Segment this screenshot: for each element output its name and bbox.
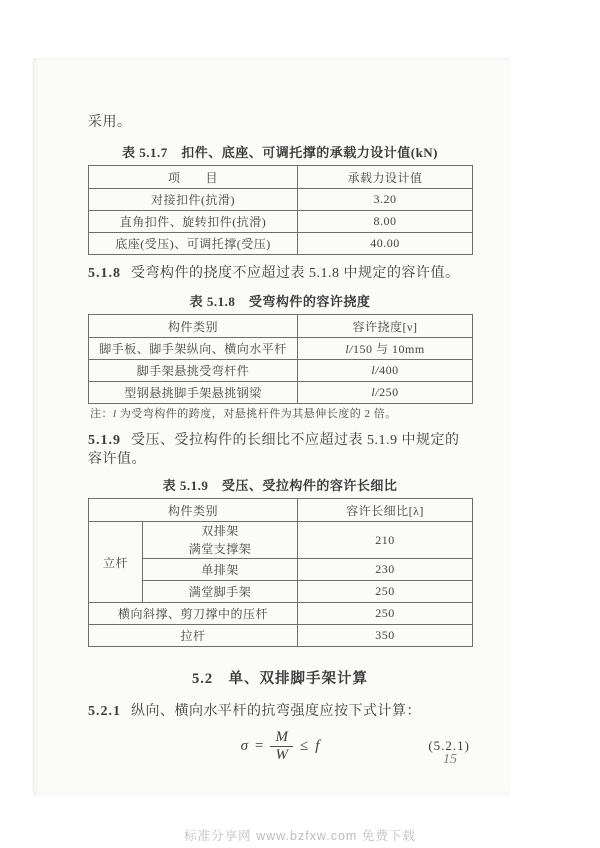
- column-header-item: 项 目: [89, 166, 298, 189]
- numerator: M: [275, 729, 288, 745]
- table-row: [89, 559, 473, 581]
- note-symbol: l: [113, 408, 117, 420]
- table-cell-value: l/150 与 10mm: [298, 338, 473, 360]
- table-cell-value: 250: [298, 603, 473, 625]
- table-5-1-7-title: 表 5.1.7 扣件、底座、可调托撑的承载力设计值(kN): [121, 145, 439, 160]
- table-cell-value: 250: [298, 581, 473, 603]
- equals-sign: =: [255, 738, 264, 754]
- document-page: [33, 58, 510, 794]
- formula-5-2-1-row: [88, 729, 472, 765]
- formula-expression: [88, 729, 472, 764]
- page-content: [88, 58, 472, 765]
- clause-number: 5.1.8: [88, 266, 121, 281]
- column-header-category: 构件类别: [89, 315, 298, 338]
- table-row: [89, 382, 473, 404]
- column-header-category: 构件类别: [89, 499, 298, 522]
- table-cell-value: 3.20: [298, 189, 473, 211]
- clause-text: 受压、受拉构件的长细比不应超过表 5.1.9 中规定的容许值。: [88, 433, 460, 467]
- table-5-1-9-title: 表 5.1.9 受压、受拉构件的容许长细比: [162, 478, 398, 493]
- table-row: [89, 338, 473, 360]
- table-row: [89, 625, 473, 647]
- table-cell-label: 双排架 满堂支撑架: [143, 522, 298, 559]
- column-header-value: 承载力设计值: [298, 166, 473, 189]
- table-cell-value: 210: [298, 522, 473, 559]
- intro-paragraph: 采用。: [88, 115, 132, 130]
- table-5-1-7: [88, 165, 473, 255]
- clause-text: 纵向、横向水平杆的抗弯强度应按下式计算：: [131, 704, 421, 719]
- denominator: W: [270, 746, 293, 764]
- table-cell-label: 单排架: [143, 559, 298, 581]
- table-header-row: [89, 499, 473, 522]
- column-header-value: 容许挠度[ν]: [298, 315, 473, 338]
- table-header-row: [89, 166, 473, 189]
- table-5-1-8-title: 表 5.1.8 受弯构件的容许挠度: [189, 294, 371, 309]
- table-cell-label: 横向斜撑、剪刀撑中的压杆: [89, 603, 298, 625]
- table-cell-value: l/400: [298, 360, 473, 382]
- table-5-1-8-note: 注：l 为受弯构件的跨度，对悬挑杆件为其悬伸长度的 2 倍。: [90, 408, 397, 420]
- fraction-m-over-w: [270, 729, 293, 764]
- table-cell-label: 脚手板、脚手架纵向、横向水平杆: [89, 338, 298, 360]
- table-cell-value: l/250: [298, 382, 473, 404]
- table-cell-value: 40.00: [298, 233, 473, 255]
- table-row: [89, 189, 473, 211]
- clause-5-1-9: [88, 431, 472, 469]
- table-row: [89, 581, 473, 603]
- table-row: [89, 360, 473, 382]
- clause-number: 5.1.9: [88, 433, 121, 448]
- table-cell-label: 满堂脚手架: [143, 581, 298, 603]
- table-row: [89, 211, 473, 233]
- table-5-1-9: [88, 498, 473, 647]
- section-5-2-heading: 5.2 单、双排脚手架计算: [191, 671, 369, 687]
- leq-sign: ≤: [299, 738, 309, 754]
- page-number: 15: [443, 752, 457, 767]
- table-cell-value: 8.00: [298, 211, 473, 233]
- clause-5-1-8: [88, 264, 472, 283]
- table-row: [89, 522, 473, 559]
- watermark-text: 标准分享网 www.bzfxw.com 免费下载: [184, 829, 416, 843]
- clause-number: 5.2.1: [88, 704, 121, 719]
- group-label-cell: 立杆: [89, 522, 143, 603]
- table-cell-label: 脚手架悬挑受弯杆件: [89, 360, 298, 382]
- table-cell-value: 350: [298, 625, 473, 647]
- clause-text: 受弯构件的挠度不应超过表 5.1.8 中规定的容许值。: [131, 266, 460, 281]
- table-row: [89, 603, 473, 625]
- table-5-1-8: [88, 314, 473, 404]
- column-header-value: 容许长细比[λ]: [298, 499, 473, 522]
- equation-number: (5.2.1): [428, 738, 470, 753]
- table-header-row: [89, 315, 473, 338]
- table-cell-label: 底座(受压)、可调托撑(受压): [89, 233, 298, 255]
- table-cell-value: 230: [298, 559, 473, 581]
- sigma-symbol: σ: [240, 738, 249, 754]
- table-cell-label: 拉杆: [89, 625, 298, 647]
- table-cell-label: 对接扣件(抗滑): [89, 189, 298, 211]
- table-cell-label: 直角扣件、旋转扣件(抗滑): [89, 211, 298, 233]
- table-cell-label: 型钢悬挑脚手架悬挑钢梁: [89, 382, 298, 404]
- f-symbol: f: [315, 738, 320, 754]
- table-row: [89, 233, 473, 255]
- clause-5-2-1: [88, 702, 472, 721]
